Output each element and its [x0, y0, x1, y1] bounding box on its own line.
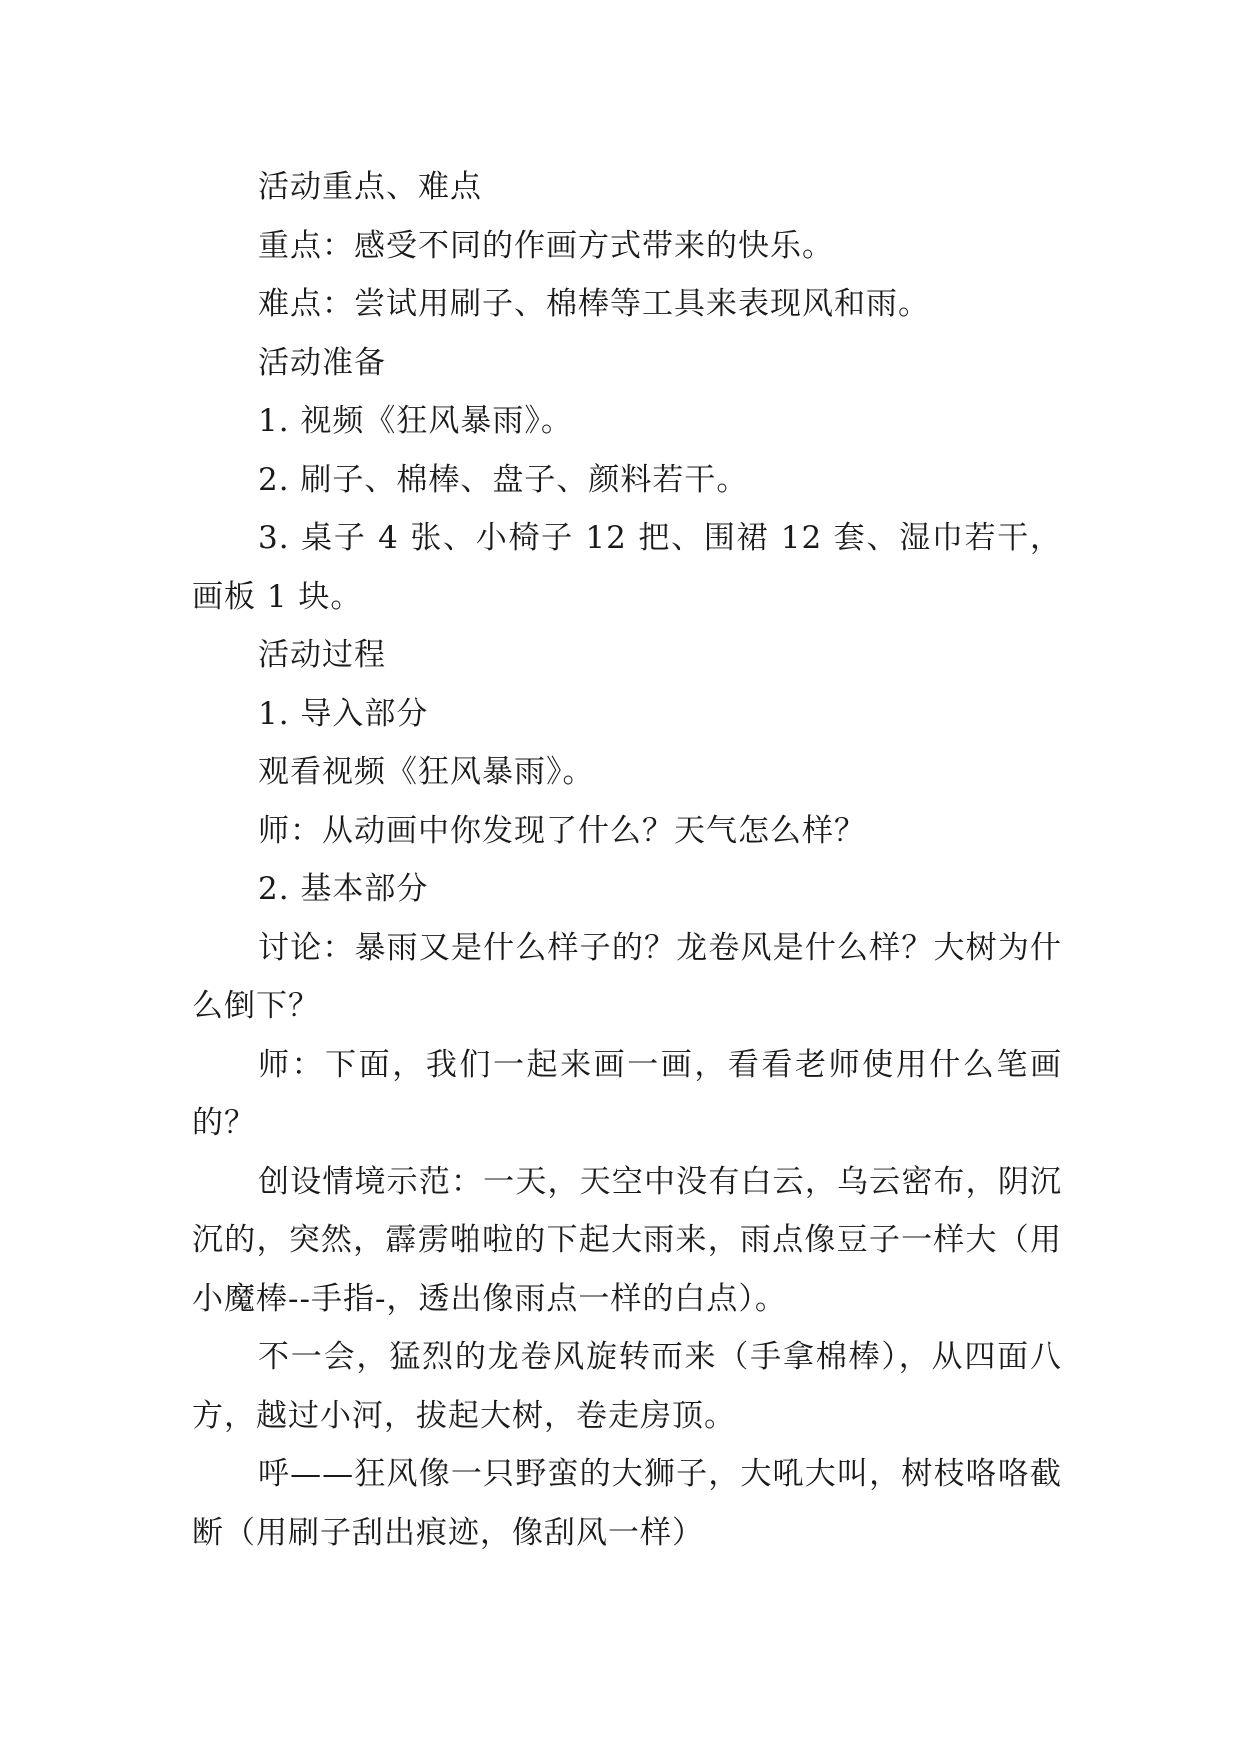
paragraph-scenario: 创设情境示范：一天，天空中没有白云，乌云密布，阴沉沉的，突然，霹雳啪啦的下起大雨来，雨点像豆子一样大（用小魔棒--手指-，透出像雨点一样的白点）。 [192, 1163, 1062, 1317]
paragraph-discussion: 讨论：暴雨又是什么样子的？龙卷风是什么样？大树为什么倒下？ [192, 929, 1062, 1024]
subheading-basic: 2. 基本部分 [258, 871, 429, 907]
document-body [192, 158, 1062, 1562]
paragraph-difficulty: 难点：尝试用刷子、棉棒等工具来表现风和雨。 [258, 286, 930, 322]
heading-key-points: 活动重点、难点 [258, 169, 482, 205]
subheading-intro: 1. 导入部分 [258, 695, 429, 732]
paragraph-teacher-question: 师：从动画中你发现了什么？天气怎么样？ [258, 812, 866, 849]
paragraph-key-point: 重点：感受不同的作画方式带来的快乐。 [258, 227, 834, 264]
list-item-prep-2: 2. 刷子、棉棒、盘子、颜料若干。 [258, 461, 749, 498]
paragraph-watch-video: 观看视频《狂风暴雨》。 [258, 754, 595, 790]
paragraph-wind: 呼——狂风像一只野蛮的大狮子，大吼大叫，树枝咯咯截断（用刷子刮出痕迹，像刮风一样） [192, 1456, 1062, 1551]
list-item-prep-3: 3. 桌子 4 张、小椅子 12 把、围裙 12 套、湿巾若干，画板 1 块。 [192, 520, 1062, 615]
heading-process: 活动过程 [258, 637, 386, 673]
list-item-prep-1: 1. 视频《狂风暴雨》。 [258, 403, 573, 439]
paragraph-tornado: 不一会，猛烈的龙卷风旋转而来（手拿棉棒），从四面八方，越过小河，拔起大树，卷走房顶。 [192, 1339, 1062, 1434]
paragraph-teacher-draw: 师：下面，我们一起来画一画，看看老师使用什么笔画的？ [192, 1046, 1062, 1141]
heading-preparation: 活动准备 [258, 344, 386, 381]
